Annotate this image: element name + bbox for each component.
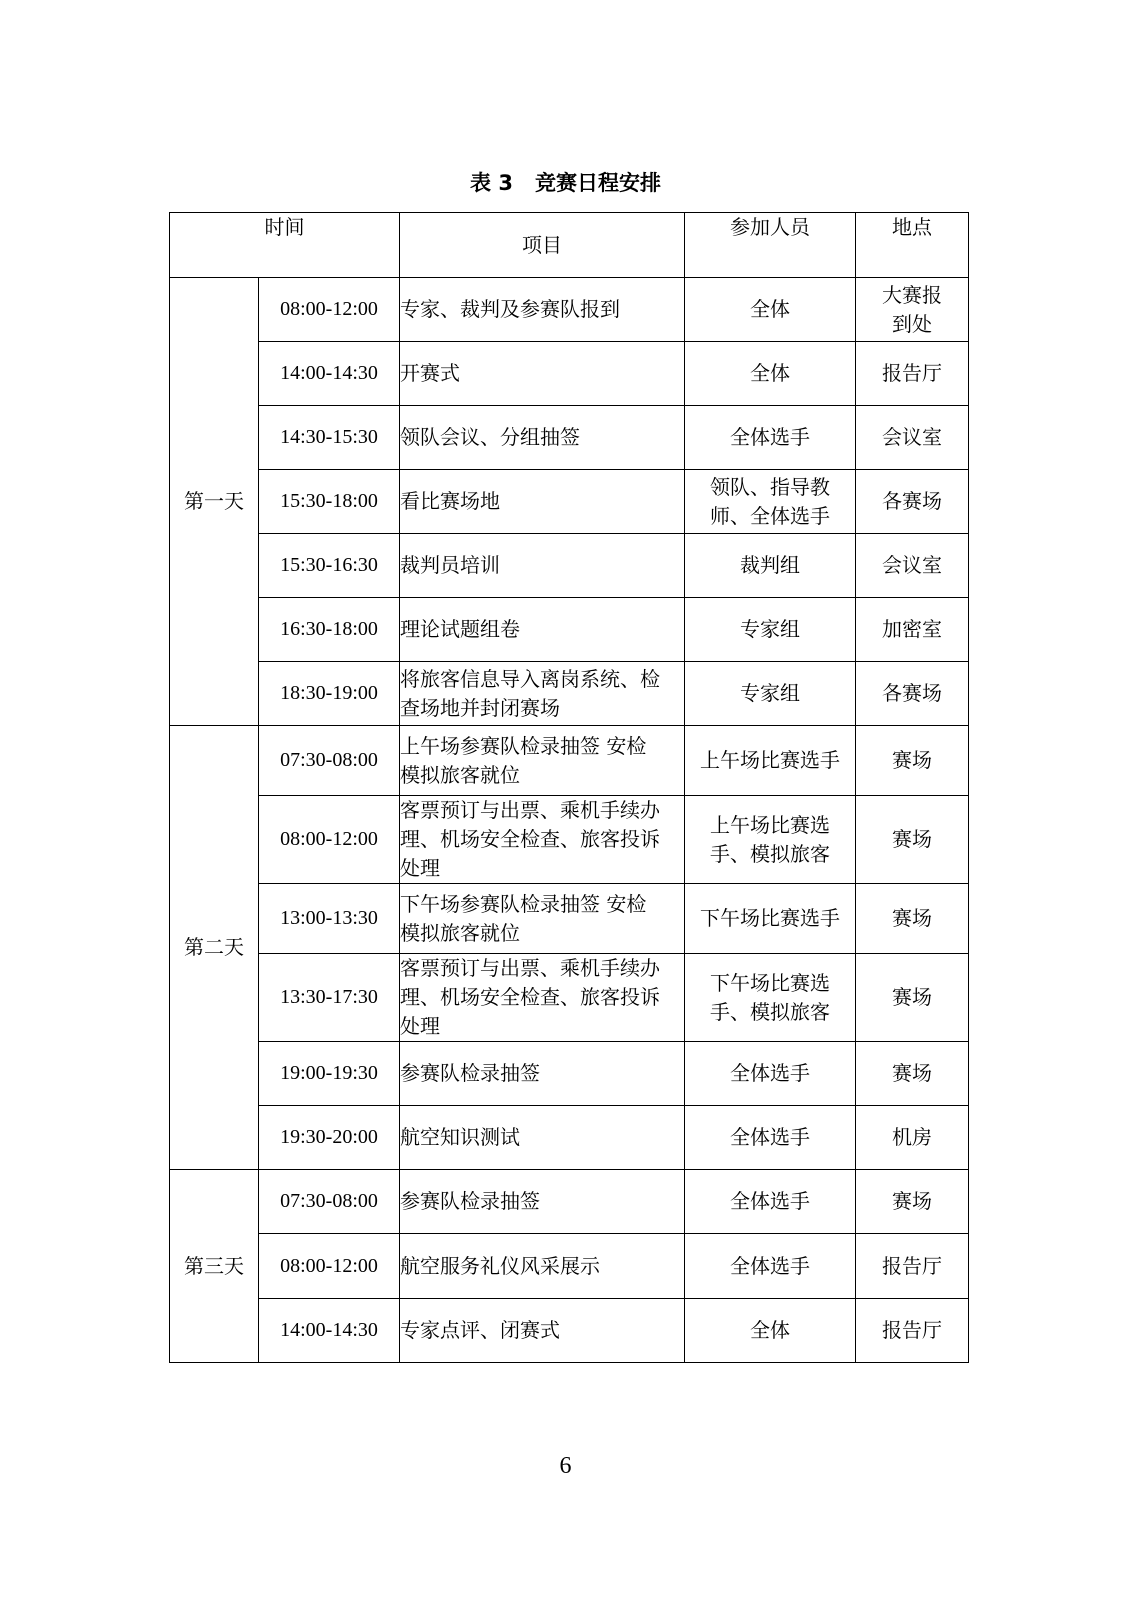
people-text: 专家组 xyxy=(740,681,800,705)
table-row xyxy=(170,954,969,1042)
cell-time xyxy=(259,534,400,598)
cell-time xyxy=(259,662,400,726)
item-text: 航空服务礼仪风采展示 xyxy=(400,1253,600,1278)
people-text: 上午场比赛选手、模拟旅客 xyxy=(710,812,830,866)
cell-place xyxy=(856,1170,969,1234)
header-time: 时间 xyxy=(170,213,400,278)
time-text: 15:30-18:00 xyxy=(280,490,378,512)
cell-place xyxy=(856,342,969,406)
item-text: 参赛队检录抽签 xyxy=(400,1061,540,1085)
day-label: 第一天 xyxy=(170,278,259,726)
place-text: 赛场 xyxy=(892,1189,932,1213)
cell-item xyxy=(400,598,685,662)
item-text: 专家点评、闭赛式 xyxy=(400,1318,560,1342)
item-text: 客票预订与出票、乘机手续办理、机场安全检查、旅客投诉处理 xyxy=(400,798,660,880)
cell-time xyxy=(259,598,400,662)
place-text: 赛场 xyxy=(892,827,932,851)
cell-time xyxy=(259,954,400,1042)
table-row xyxy=(170,406,969,470)
place-text: 各赛场 xyxy=(882,681,942,705)
place-text: 加密室 xyxy=(882,617,942,641)
people-text: 领队、指导教师、全体选手 xyxy=(710,474,830,528)
place-text: 机房 xyxy=(892,1125,932,1149)
item-text: 将旅客信息导入离岗系统、检查场地并封闭赛场 xyxy=(400,666,660,720)
time-text: 19:30-20:00 xyxy=(280,1126,378,1148)
place-text: 报告厅 xyxy=(882,1253,942,1278)
cell-people xyxy=(685,726,856,796)
place-text: 各赛场 xyxy=(882,489,942,513)
cell-time xyxy=(259,342,400,406)
cell-item xyxy=(400,1234,685,1299)
time-text: 14:30-15:30 xyxy=(280,426,378,448)
day-label: 第三天 xyxy=(170,1170,259,1363)
cell-time xyxy=(259,1170,400,1234)
table-row xyxy=(170,1170,969,1234)
cell-people xyxy=(685,1299,856,1363)
place-text: 大赛报到处 xyxy=(882,282,942,336)
time-text: 07:30-08:00 xyxy=(280,749,378,771)
cell-time xyxy=(259,278,400,342)
place-text: 报告厅 xyxy=(882,1318,942,1342)
cell-item xyxy=(400,1042,685,1106)
time-text: 07:30-08:00 xyxy=(280,1190,378,1212)
people-text: 下午场比赛选手、模拟旅客 xyxy=(710,970,830,1024)
people-text: 全体 xyxy=(750,297,790,321)
cell-time xyxy=(259,884,400,954)
item-text: 参赛队检录抽签 xyxy=(400,1189,540,1213)
cell-people xyxy=(685,342,856,406)
time-text: 18:30-19:00 xyxy=(280,682,378,704)
cell-item xyxy=(400,278,685,342)
cell-people xyxy=(685,598,856,662)
time-text: 14:00-14:30 xyxy=(280,362,378,384)
cell-people xyxy=(685,954,856,1042)
place-text: 会议室 xyxy=(882,553,942,577)
cell-item xyxy=(400,470,685,534)
cell-item xyxy=(400,796,685,884)
cell-time xyxy=(259,470,400,534)
header-place: 地点 xyxy=(856,213,969,278)
people-text: 下午场比赛选手 xyxy=(700,906,840,930)
cell-people xyxy=(685,534,856,598)
cell-people xyxy=(685,1234,856,1299)
time-text: 13:00-13:30 xyxy=(280,907,378,929)
people-text: 全体选手 xyxy=(730,1189,810,1213)
table-row xyxy=(170,662,969,726)
cell-item xyxy=(400,884,685,954)
item-text: 上午场参赛队检录抽签 安检模拟旅客就位 xyxy=(400,733,647,787)
day-label: 第二天 xyxy=(170,726,259,1170)
table-row xyxy=(170,884,969,954)
place-text: 赛场 xyxy=(892,1061,932,1085)
item-text: 看比赛场地 xyxy=(400,489,500,513)
page-number: 6 xyxy=(559,1453,572,1479)
cell-place xyxy=(856,1234,969,1299)
place-text: 赛场 xyxy=(892,748,932,772)
cell-place xyxy=(856,470,969,534)
cell-people xyxy=(685,1106,856,1170)
header-item: 项目 xyxy=(400,213,685,278)
time-text: 08:00-12:00 xyxy=(280,298,378,320)
cell-people xyxy=(685,406,856,470)
cell-time xyxy=(259,1042,400,1106)
cell-people xyxy=(685,470,856,534)
table-caption xyxy=(0,167,1131,197)
item-text: 领队会议、分组抽签 xyxy=(400,425,580,449)
cell-place xyxy=(856,884,969,954)
cell-place xyxy=(856,598,969,662)
cell-place xyxy=(856,1299,969,1363)
item-text: 裁判员培训 xyxy=(400,553,500,577)
cell-people xyxy=(685,278,856,342)
cell-people xyxy=(685,796,856,884)
schedule-body xyxy=(170,278,969,1363)
cell-people xyxy=(685,662,856,726)
table-row xyxy=(170,726,969,796)
table-row xyxy=(170,598,969,662)
cell-place xyxy=(856,1042,969,1106)
item-text: 客票预订与出票、乘机手续办理、机场安全检查、旅客投诉处理 xyxy=(400,956,660,1038)
cell-place xyxy=(856,726,969,796)
cell-people xyxy=(685,1042,856,1106)
people-text: 全体选手 xyxy=(730,1125,810,1149)
table-row xyxy=(170,796,969,884)
header-people: 参加人员 xyxy=(685,213,856,278)
cell-place xyxy=(856,662,969,726)
cell-time xyxy=(259,406,400,470)
table-row xyxy=(170,278,969,342)
people-text: 全体 xyxy=(750,1318,790,1342)
people-text: 全体 xyxy=(750,361,790,385)
cell-item xyxy=(400,1170,685,1234)
time-text: 08:00-12:00 xyxy=(280,1254,378,1277)
cell-time xyxy=(259,1299,400,1363)
cell-item xyxy=(400,662,685,726)
table-row xyxy=(170,1299,969,1363)
cell-item xyxy=(400,726,685,796)
table-row xyxy=(170,470,969,534)
cell-item xyxy=(400,406,685,470)
table-title: 竞赛日程安排 xyxy=(534,171,661,195)
place-text: 赛场 xyxy=(892,985,932,1009)
place-text: 会议室 xyxy=(882,425,942,449)
cell-place xyxy=(856,796,969,884)
cell-item xyxy=(400,1106,685,1170)
people-text: 上午场比赛选手 xyxy=(700,748,840,772)
cell-place xyxy=(856,534,969,598)
time-text: 14:00-14:30 xyxy=(280,1319,378,1341)
cell-item xyxy=(400,1299,685,1363)
cell-people xyxy=(685,1170,856,1234)
cell-place xyxy=(856,406,969,470)
table-row xyxy=(170,534,969,598)
cell-time xyxy=(259,1106,400,1170)
cell-place xyxy=(856,954,969,1042)
table-row xyxy=(170,1042,969,1106)
people-text: 专家组 xyxy=(740,617,800,641)
table-row xyxy=(170,342,969,406)
item-text: 理论试题组卷 xyxy=(400,617,520,641)
item-text: 下午场参赛队检录抽签 安检模拟旅客就位 xyxy=(400,891,647,945)
cell-time xyxy=(259,1234,400,1299)
item-text: 专家、裁判及参赛队报到 xyxy=(400,297,620,321)
cell-time xyxy=(259,726,400,796)
time-text: 08:00-12:00 xyxy=(280,828,378,850)
table-row xyxy=(170,1234,969,1299)
time-text: 13:30-17:30 xyxy=(280,986,378,1008)
item-text: 航空知识测试 xyxy=(400,1125,520,1149)
cell-item xyxy=(400,954,685,1042)
time-text: 16:30-18:00 xyxy=(280,618,378,640)
cell-people xyxy=(685,884,856,954)
place-text: 报告厅 xyxy=(882,361,942,385)
people-text: 全体选手 xyxy=(730,425,810,449)
table-number: 表 3 xyxy=(470,171,513,195)
time-text: 19:00-19:30 xyxy=(280,1062,378,1084)
cell-time xyxy=(259,796,400,884)
cell-place xyxy=(856,278,969,342)
people-text: 裁判组 xyxy=(740,553,800,577)
table-row xyxy=(170,1106,969,1170)
item-text: 开赛式 xyxy=(400,361,460,385)
place-text: 赛场 xyxy=(892,906,932,930)
cell-place xyxy=(856,1106,969,1170)
people-text: 全体选手 xyxy=(730,1061,810,1085)
header-row xyxy=(170,213,969,278)
schedule-table xyxy=(169,212,969,1363)
time-text: 15:30-16:30 xyxy=(280,554,378,576)
cell-item xyxy=(400,534,685,598)
people-text: 全体选手 xyxy=(730,1253,810,1278)
cell-item xyxy=(400,342,685,406)
